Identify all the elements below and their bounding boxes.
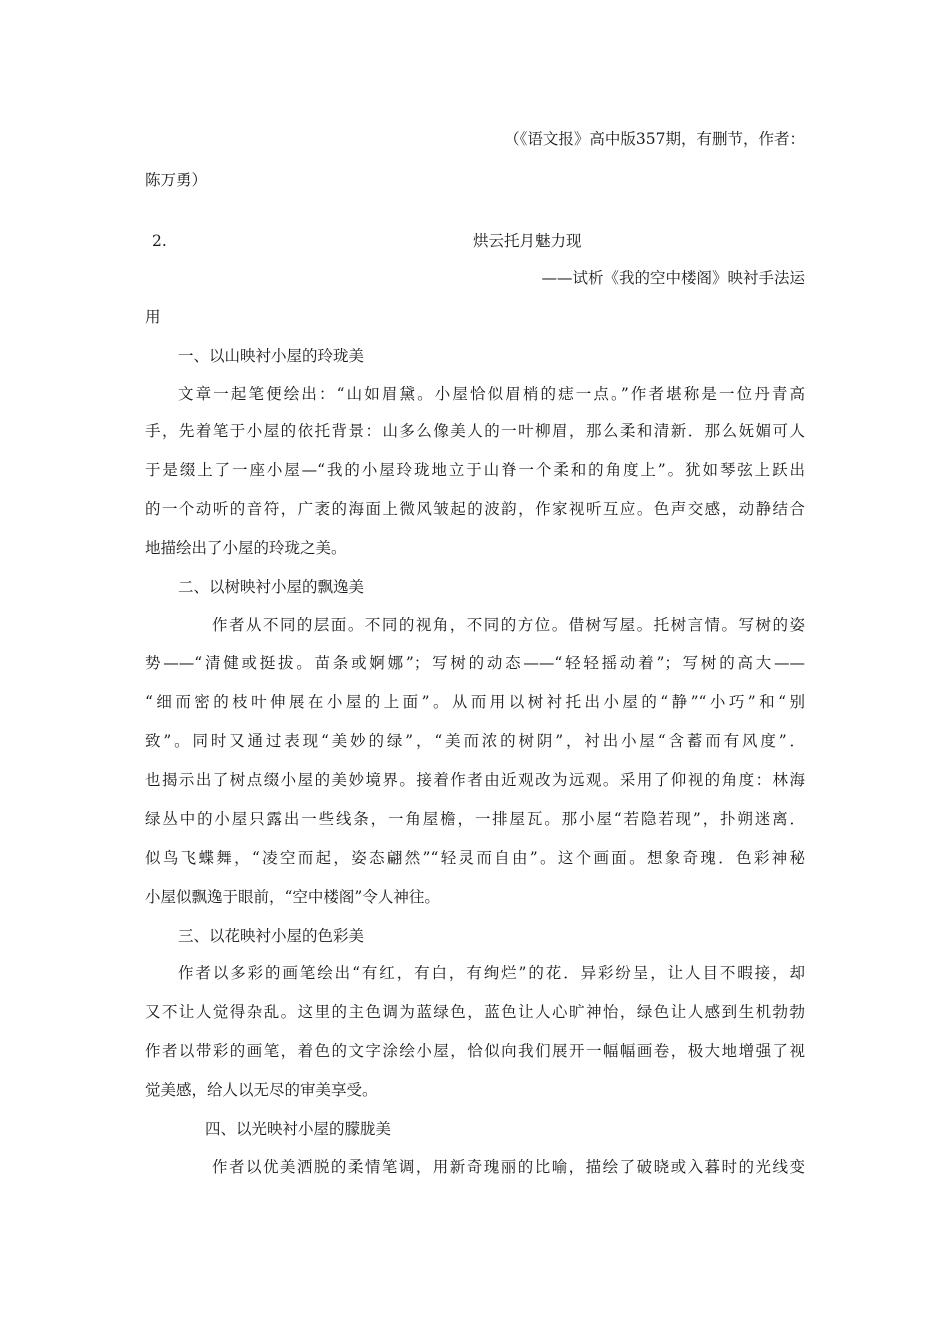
section-heading: 二、以树映衬小屋的飘逸美	[178, 578, 365, 596]
paragraph-line: 作者以多彩的画笔绘出“有红，有白，有绚烂”的花．异彩纷呈，让人目不暇接，却	[178, 964, 805, 982]
paragraph-line: 势——“清健或挺拔。苗条或婀娜”；写树的动态——“轻轻摇动着”；写树的高大——	[145, 654, 805, 672]
article-subtitle-line1: ——试析《我的空中楼阁》映衬手法运	[541, 269, 805, 287]
paragraph-line: 也揭示出了树点缀小屋的美妙境界。接着作者由近观改为远观。采用了仰视的角度：林海	[145, 771, 805, 789]
paragraph-line: 致”。同时又通过表现“美妙的绿”，“美而浓的树阴”，衬出小屋“含蓄而有风度”．	[145, 732, 805, 750]
paragraph-line: 作者以带彩的画笔，着色的文字涂绘小屋，恰似向我们展开一幅幅画卷，极大地增强了视	[145, 1042, 805, 1060]
paragraph-line: 作者以优美洒脱的柔情笔调，用新奇瑰丽的比喻，描绘了破晓或入暮时的光线变	[212, 1158, 805, 1176]
section-heading: 一、以山映衬小屋的玲珑美	[178, 347, 365, 365]
paragraph-line: 小屋似飘逸于眼前，“空中楼阁”令人神往。	[145, 888, 440, 906]
paragraph-line: 绿丛中的小屋只露出一些线条，一角屋檐，一排屋瓦。那小屋“若隐若现”，扑朔迷离．	[145, 810, 805, 828]
paragraph-line: 文章一起笔便绘出：“山如眉黛。小屋恰似眉梢的痣一点。”作者堪称是一位丹青高	[178, 385, 805, 403]
article-number: 2.	[152, 232, 167, 250]
article-subtitle-line2: 用	[145, 308, 161, 326]
paragraph-line: 的一个动听的音符，广袤的海面上微风皱起的波韵，作家视听互应。色声交感，动静结合	[145, 500, 805, 518]
paragraph-line: 地描绘出了小屋的玲珑之美。	[145, 539, 347, 557]
paragraph-line: 作者从不同的层面。不同的视角，不同的方位。借树写屋。托树言情。写树的姿	[212, 616, 805, 634]
paragraph-line: 于是缀上了一座小屋—“我的小屋玲珑地立于山脊一个柔和的角度上”。犹如琴弦上跃出	[145, 461, 805, 479]
paragraph-line: 手，先着笔于小屋的依托背景：山多么像美人的一叶柳眉，那么柔和清新．那么妩媚可人	[145, 422, 805, 440]
paragraph-line: 又不让人觉得杂乱。这里的主色调为蓝绿色，蓝色让人心旷神怡，绿色让人感到生机勃勃	[145, 1003, 805, 1021]
section-heading: 三、以花映衬小屋的色彩美	[178, 927, 365, 945]
source-citation-line2: 陈万勇）	[145, 171, 208, 189]
article-title: 烘云托月魅力现	[473, 232, 582, 250]
paragraph-line: “细而密的枝叶伸展在小屋的上面”。从而用以树衬托出小屋的“静”“小巧”和“别	[145, 693, 805, 711]
source-citation-line1: （《语文报》高中版357期，有删节，作者：	[504, 130, 805, 148]
paragraph-line: 似鸟飞蝶舞，“凌空而起，姿态翩然”“轻灵而自由”。这个画面。想象奇瑰．色彩神秘	[145, 849, 805, 867]
section-heading: 四、以光映衬小屋的朦胧美	[205, 1120, 392, 1138]
paragraph-line: 觉美感，给人以无尽的审美享受。	[145, 1081, 378, 1099]
